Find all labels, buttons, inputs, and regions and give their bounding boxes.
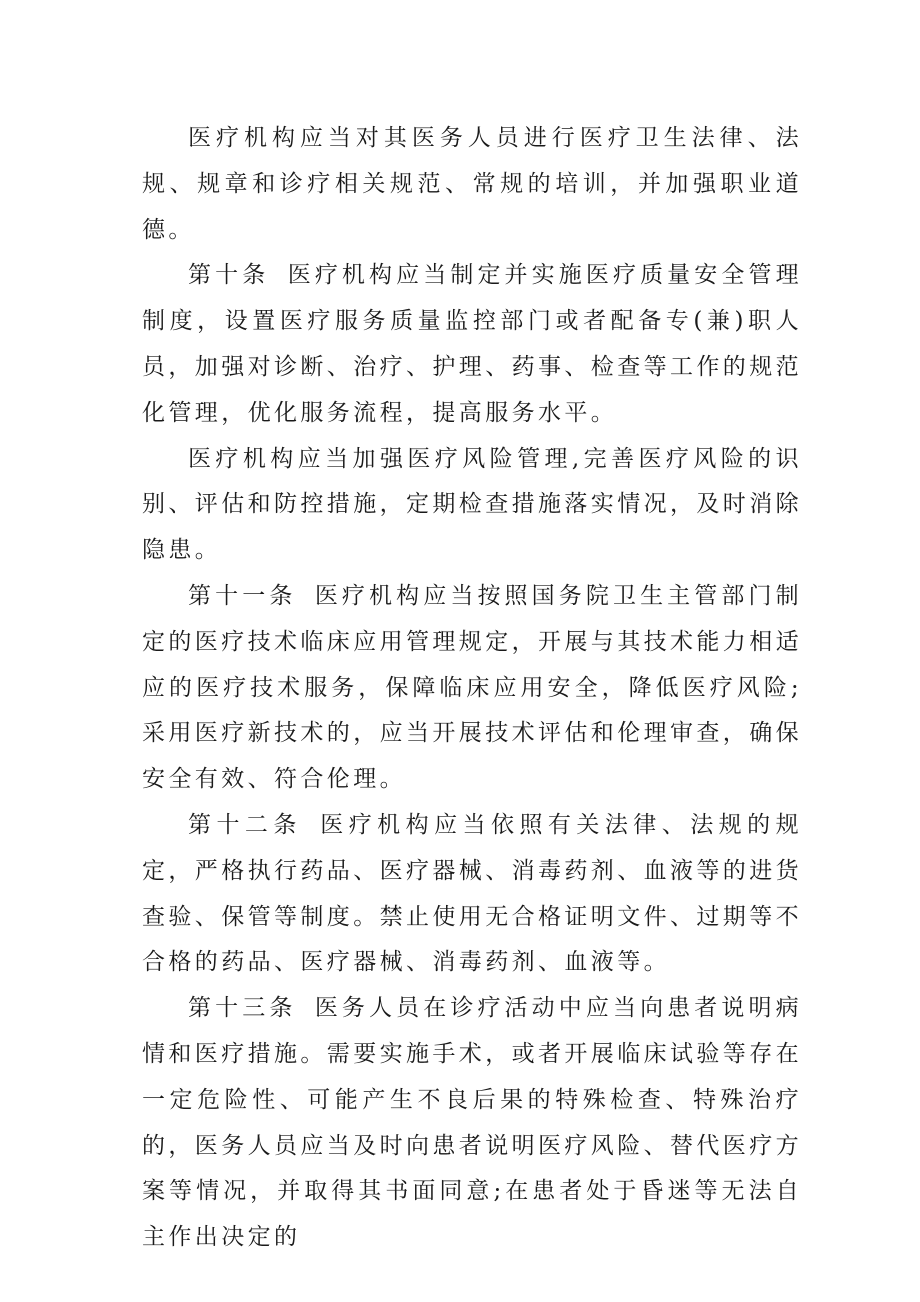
paragraph-article-11 [142, 574, 802, 803]
paragraph-text: 医疗机构应当按照国务院卫生主管部门制定的医疗技术临床应用管理规定，开展与其技术能力相适应的医疗技术服务，保障临床应用安全，降低医疗风险;采用医疗新技术的，应当开展技术评估和伦理审查，确保安全有效、符合伦理。 [142, 582, 802, 793]
paragraph-3 [142, 437, 802, 574]
article-number: 第十一条 [188, 582, 297, 609]
paragraph-article-10 [142, 253, 802, 436]
paragraph-text: 医务人员在诊疗活动中应当向患者说明病情和医疗措施。需要实施手术，或者开展临床试验等存在一定危险性、可能产生不良后果的特殊检查、特殊治疗的，医务人员应当及时向患者说明医疗风险、替代医疗方案等情况，并取得其书面同意;在患者处于昏迷等无法自主作出决定的 [142, 995, 802, 1251]
paragraph-text: 医疗机构应当对其医务人员进行医疗卫生法律、法规、规章和诊疗相关规范、常规的培训，并加强职业道德。 [142, 125, 802, 243]
article-number: 第十条 [188, 262, 270, 289]
article-number: 第十三条 [188, 995, 297, 1022]
paragraph-text: 医疗机构应当制定并实施医疗质量安全管理制度，设置医疗服务质量监控部门或者配备专(兼)职人员，加强对诊断、治疗、护理、药事、检查等工作的规范化管理，优化服务流程，提高服务水平。 [142, 262, 803, 426]
paragraph-text: 医疗机构应当依照有关法律、法规的规定，严格执行药品、医疗器械、消毒药剂、血液等的进货查验、保管等制度。禁止使用无合格证明文件、过期等不合格的药品、医疗器械、消毒药剂、血液等。 [142, 811, 802, 976]
paragraph-article-13 [142, 986, 802, 1261]
paragraph-article-12 [142, 803, 802, 986]
article-number: 第十二条 [188, 811, 302, 838]
document-body [142, 116, 802, 1261]
paragraph-1 [142, 116, 802, 253]
paragraph-text: 医疗机构应当加强医疗风险管理,完善医疗风险的识别、评估和防控措施，定期检查措施落实情况，及时消除隐患。 [142, 445, 802, 564]
